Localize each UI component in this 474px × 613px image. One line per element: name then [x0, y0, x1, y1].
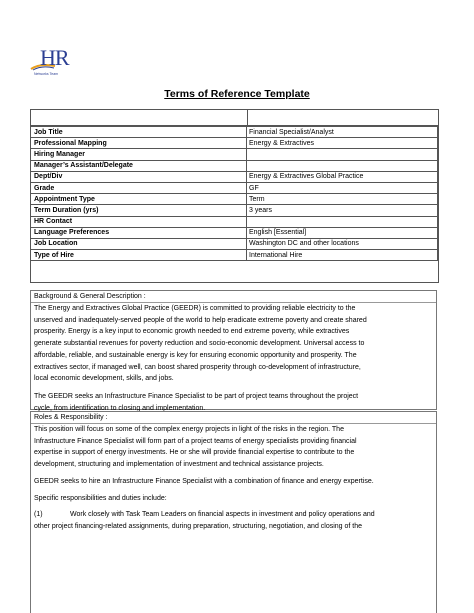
- job-info-table: [30, 126, 438, 261]
- roles-body: [31, 424, 436, 533]
- field-value: [247, 216, 438, 227]
- duty-line: Work closely with Task Team Leaders on financial aspects in investment and policy operations and: [70, 511, 375, 519]
- info-row: [31, 238, 438, 249]
- roles-line: expertise in support of energy investments. He or she will provide financial expertise to contribute to the: [34, 449, 355, 457]
- field-label: HR Contact: [31, 216, 247, 227]
- field-label: Job Title: [31, 127, 247, 138]
- field-value: English [Essential]: [247, 227, 438, 238]
- field-label: Dept/Div: [31, 171, 247, 182]
- roles-line: This position will focus on some of the complex energy projects in light of the risks in the region. The: [34, 426, 344, 433]
- field-label: Job Location: [31, 238, 247, 249]
- roles-section: [30, 411, 437, 613]
- info-row: [31, 149, 438, 160]
- background-line: unserved and inadequately-served people of the world to help eradicate extreme poverty and create shared: [34, 316, 367, 324]
- field-value: [247, 149, 438, 160]
- background-section: [30, 290, 437, 410]
- field-value: GF: [247, 182, 438, 193]
- logo-text: HR: [40, 45, 69, 70]
- background-line: generate substantial revenues for poverty reduction and socio-economic development. Universal access to: [34, 340, 365, 348]
- field-label: Term Duration (yrs): [31, 205, 247, 216]
- field-label: Appointment Type: [31, 194, 247, 205]
- background-line: The GEEDR seeks an Infrastructure Finance Specialist to be part of project teams throughout the project: [34, 392, 359, 400]
- roles-duties-intro: Specific responsibilities and duties include:: [34, 494, 167, 502]
- info-row: [31, 160, 438, 171]
- background-body: [31, 303, 436, 414]
- info-row: [31, 194, 438, 205]
- background-line: prosperity. Energy is a key input to economic growth needed to end extreme poverty, while extractives: [34, 328, 350, 336]
- info-row: [31, 227, 438, 238]
- roles-line: Infrastructure Finance Specialist will form part of a project teams of energy specialists providing financial: [34, 437, 357, 445]
- blank-header-row: [31, 110, 438, 126]
- field-label: Professional Mapping: [31, 138, 247, 149]
- field-label: Grade: [31, 182, 247, 193]
- background-line: extractives sector, if managed well, can boost shared prosperity through co-development of infrastructure,: [34, 363, 361, 371]
- background-line: The Energy and Extractives Global Practice (GEEDR) is committed to providing reliable electricity to the: [34, 305, 356, 312]
- roles-line: development, structuring and implementation of investment and technical assistance projects.: [34, 461, 324, 469]
- hr-logo: [30, 47, 80, 77]
- duty-number: (1): [34, 511, 43, 519]
- info-row: [31, 250, 438, 261]
- duty-line: other project financing-related assignments, during preparation, structuring, negotiation, and closing of the: [34, 522, 363, 530]
- field-value: Financial Specialist/Analyst: [247, 127, 438, 138]
- background-heading: Background & General Description :: [31, 291, 436, 303]
- field-label: Language Preferences: [31, 227, 247, 238]
- info-row: [31, 216, 438, 227]
- field-value: Term: [247, 194, 438, 205]
- field-value: Washington DC and other locations: [247, 238, 438, 249]
- field-value: Energy & Extractives: [247, 138, 438, 149]
- info-row: [31, 171, 438, 182]
- field-label: Hiring Manager: [31, 149, 247, 160]
- roles-paragraph: GEEDR seeks to hire an Infrastructure Finance Specialist with a combination of finance and energy expertise.: [34, 477, 374, 485]
- field-label: Manager’s Assistant/Delegate: [31, 160, 247, 171]
- background-line: cycle, from identification to closing and implementation.: [34, 404, 206, 412]
- field-value: Energy & Extractives Global Practice: [247, 171, 438, 182]
- info-row: [31, 138, 438, 149]
- field-value: [247, 160, 438, 171]
- field-value: 3 years: [247, 205, 438, 216]
- roles-heading: Roles & Responsibility :: [31, 412, 436, 424]
- info-row: [31, 182, 438, 193]
- logo-tagline: Networks Team: [34, 72, 59, 76]
- background-line: affordable, reliable, and sustainable energy is key for ensuring economic opportunity and prosperity. The: [34, 351, 357, 359]
- field-value: International Hire: [247, 250, 438, 261]
- background-line: local economic development, skills, and jobs.: [34, 375, 174, 383]
- duty-item: [34, 509, 434, 532]
- info-row: [31, 205, 438, 216]
- page-title: Terms of Reference Template: [164, 88, 310, 100]
- info-row: [31, 127, 438, 138]
- field-label: Type of Hire: [31, 250, 247, 261]
